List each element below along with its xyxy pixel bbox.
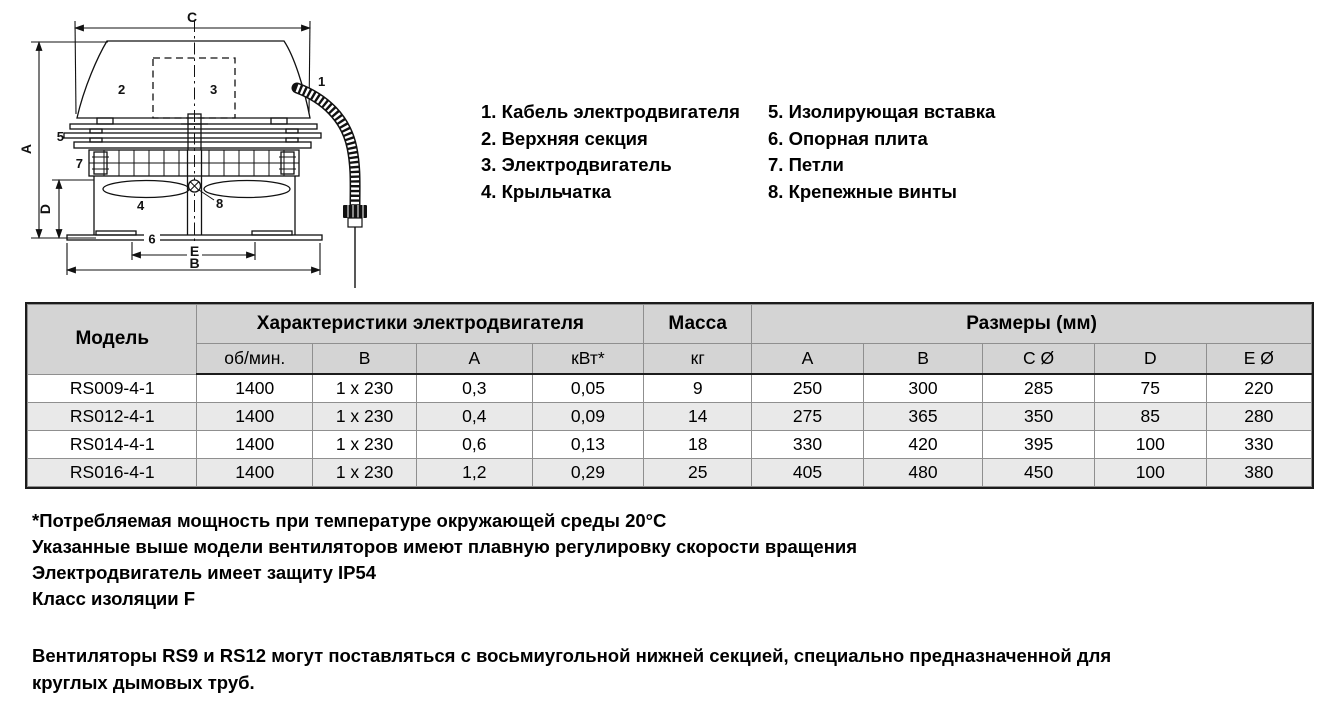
table-row <box>28 458 1312 486</box>
value-cell: 0,13 <box>532 430 644 458</box>
sub-header-cell: В <box>313 344 417 375</box>
dim-label-a: A <box>18 143 34 155</box>
value-cell: 1400 <box>197 402 313 430</box>
table-body <box>28 374 1312 486</box>
sub-header-cell: E Ø <box>1206 344 1311 375</box>
value-cell: 100 <box>1094 458 1206 486</box>
footnote-line: Электродвигатель имеет защиту IP54 <box>32 562 377 583</box>
value-cell: 300 <box>863 374 982 402</box>
legend-item: 8. Крепежные винты <box>768 180 957 202</box>
legend-item: 6. Опорная плита <box>768 127 928 149</box>
legend-column-left <box>481 99 740 205</box>
model-cell: RS016-4-1 <box>28 458 197 486</box>
value-cell: 1 x 230 <box>313 374 417 402</box>
value-cell: 85 <box>1094 402 1206 430</box>
cap-tab-left <box>97 118 113 124</box>
footnotes <box>32 508 857 612</box>
part-number-5: 5 <box>56 129 64 144</box>
sub-header-cell: кг <box>644 344 752 375</box>
base-foot-right <box>252 231 292 235</box>
ext-c-right <box>309 21 310 114</box>
value-cell: 1 x 230 <box>313 430 417 458</box>
value-cell: 1400 <box>197 374 313 402</box>
col-group-dimensions: Размеры (мм) <box>752 305 1312 344</box>
model-cell: RS009-4-1 <box>28 374 197 402</box>
legend-column-right <box>768 99 995 205</box>
legend-item: 4. Крыльчатка <box>481 180 612 202</box>
value-cell: 0,6 <box>417 430 533 458</box>
plate-2 <box>64 133 321 138</box>
dim-label-e: E <box>189 243 200 259</box>
sub-header-cell: B <box>863 344 982 375</box>
top-section-outline <box>77 41 310 118</box>
value-cell: 1 x 230 <box>313 458 417 486</box>
value-cell: 0,4 <box>417 402 533 430</box>
col-header-model: Модель <box>28 305 197 375</box>
value-cell: 1,2 <box>417 458 533 486</box>
value-cell: 0,09 <box>532 402 644 430</box>
value-cell: 350 <box>983 402 1095 430</box>
value-cell: 380 <box>1206 458 1311 486</box>
part-number-1: 1 <box>318 74 326 89</box>
sub-header-cell: D <box>1094 344 1206 375</box>
value-cell: 220 <box>1206 374 1311 402</box>
part-number-8: 8 <box>216 196 224 211</box>
value-cell: 480 <box>863 458 982 486</box>
value-cell: 75 <box>1094 374 1206 402</box>
footnote-line: Класс изоляции F <box>32 588 196 609</box>
dim-label-c: C <box>186 9 198 25</box>
value-cell: 100 <box>1094 430 1206 458</box>
model-cell: RS014-4-1 <box>28 430 197 458</box>
sub-header-cell: об/мин. <box>197 344 313 375</box>
value-cell: 285 <box>983 374 1095 402</box>
value-cell: 450 <box>983 458 1095 486</box>
sub-header-cell: кВт* <box>532 344 644 375</box>
cable-nut <box>348 218 362 227</box>
spec-table-container <box>25 302 1314 489</box>
value-cell: 250 <box>752 374 864 402</box>
table-sub-header-row <box>28 344 1312 375</box>
legend-item: 3. Электродвигатель <box>481 154 672 175</box>
base-foot-left <box>96 231 136 235</box>
plate-1 <box>70 124 317 129</box>
part-number-3: 3 <box>210 82 218 97</box>
impeller-blade-right <box>204 181 290 198</box>
value-cell: 0,29 <box>532 458 644 486</box>
value-cell: 9 <box>644 374 752 402</box>
part-number-6: 6 <box>148 231 156 247</box>
sub-header-cell: A <box>752 344 864 375</box>
value-cell: 0,3 <box>417 374 533 402</box>
dim-label-d: D <box>37 203 53 215</box>
table-row <box>28 374 1312 402</box>
footnote-line: *Потребляемая мощность при температуре окружающей среды 20°C <box>32 510 667 531</box>
sub-header-cell: C Ø <box>983 344 1095 375</box>
value-cell: 1 x 230 <box>313 402 417 430</box>
value-cell: 1400 <box>197 430 313 458</box>
impeller-blade-left <box>103 181 189 198</box>
value-cell: 14 <box>644 402 752 430</box>
plate-3 <box>74 142 311 148</box>
octagonal-section-note: Вентиляторы RS9 и RS12 могут поставляться с восьмиугольной нижней секцией, специально предназначенной для круглых дымовых труб. <box>32 645 1112 693</box>
value-cell: 1400 <box>197 458 313 486</box>
legend-item: 7. Петли <box>768 154 844 175</box>
value-cell: 365 <box>863 402 982 430</box>
part-number-7: 7 <box>75 156 83 171</box>
legend-item: 1. Кабель электродвигателя <box>481 101 740 122</box>
value-cell: 18 <box>644 430 752 458</box>
legend-item: 2. Верхняя секция <box>481 127 648 149</box>
value-cell: 330 <box>1206 430 1311 458</box>
value-cell: 395 <box>983 430 1095 458</box>
footnote-line: Указанные выше модели вентиляторов имеют плавную регулировку скорости вращения <box>32 536 858 557</box>
part-number-2: 2 <box>118 82 126 97</box>
cap-tab-right <box>271 118 287 124</box>
dim-label-b: B <box>189 255 200 271</box>
col-group-mass: Масса <box>644 305 752 344</box>
sub-header-cell: А <box>417 344 533 375</box>
value-cell: 405 <box>752 458 864 486</box>
value-cell: 275 <box>752 402 864 430</box>
ext-c-left <box>75 21 76 114</box>
table-row <box>28 430 1312 458</box>
value-cell: 0,05 <box>532 374 644 402</box>
part-number-4: 4 <box>137 198 145 213</box>
table-row <box>28 402 1312 430</box>
spec-table <box>27 304 1312 487</box>
value-cell: 25 <box>644 458 752 486</box>
table-group-header-row <box>28 305 1312 344</box>
value-cell: 420 <box>863 430 982 458</box>
value-cell: 330 <box>752 430 864 458</box>
legend-item: 5. Изолирующая вставка <box>768 101 996 122</box>
model-cell: RS012-4-1 <box>28 402 197 430</box>
value-cell: 280 <box>1206 402 1311 430</box>
fan-technical-drawing <box>2 2 442 302</box>
col-group-motor-specs: Характеристики электродвигателя <box>197 305 644 344</box>
